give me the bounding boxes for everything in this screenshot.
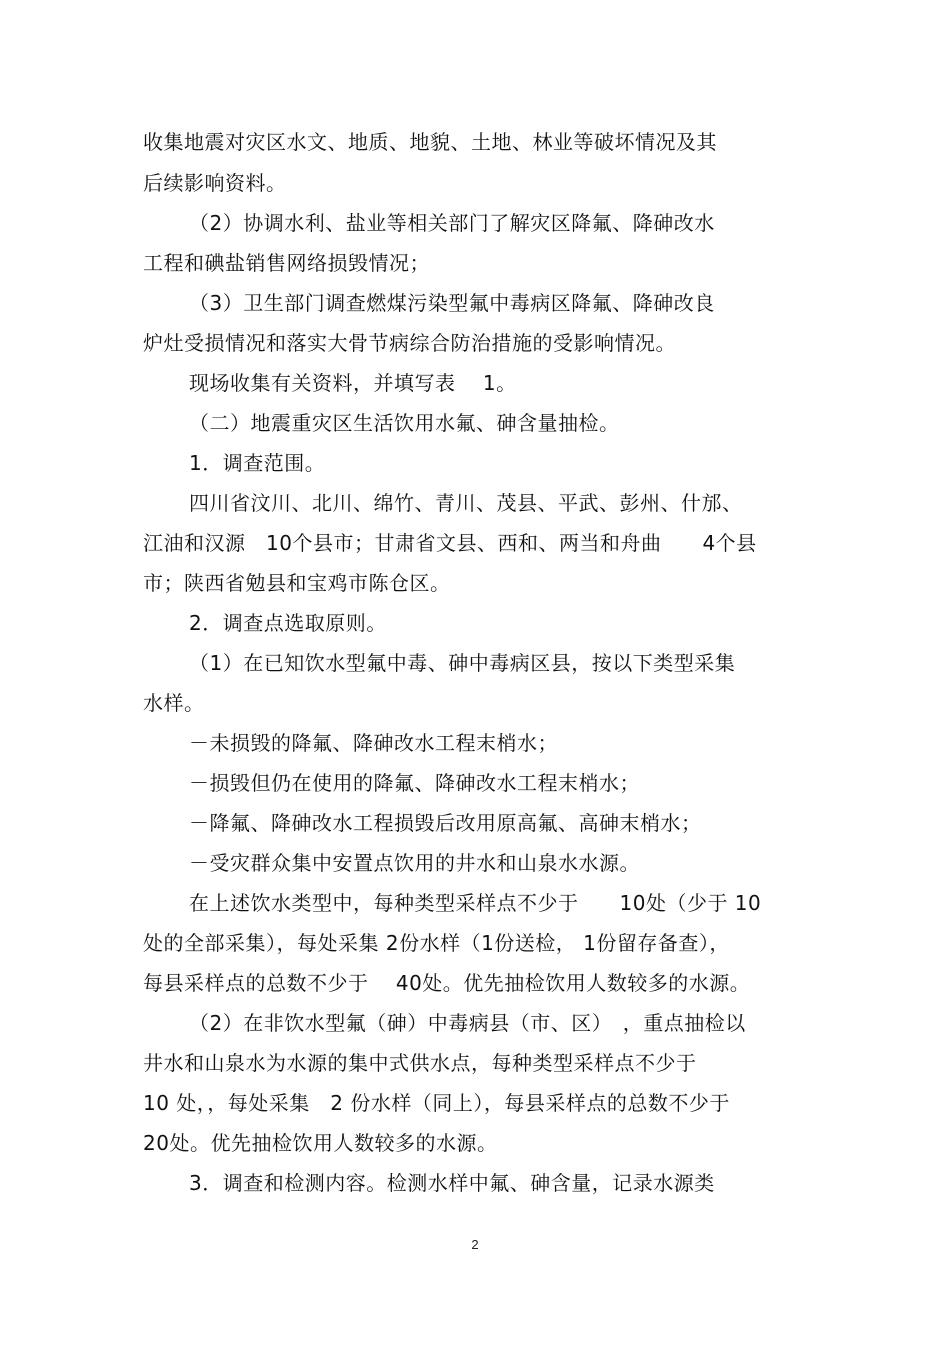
text-line: 现场收集有关资料，并填写表 1。	[189, 371, 517, 395]
text-line: 井水和山泉水为水源的集中式供水点，每种类型采样点不少于	[143, 1051, 697, 1075]
text-line: －受灾群众集中安置点饮用的井水和山泉水水源。	[189, 851, 640, 875]
text-line: 炉灶受损情况和落实大骨节病综合防治措施的受影响情况。	[143, 331, 676, 355]
text-line: 工程和碘盐销售网络损毁情况；	[143, 251, 430, 275]
text-line: 江油和汉源 10个县市；甘肃省文县、西和、两当和舟曲 4个县	[143, 531, 757, 555]
text-line: 1．调查范围。	[189, 451, 326, 475]
text-line: （二）地震重灾区生活饮用水氟、砷含量抽检。	[189, 411, 620, 435]
text-line: 水样。	[143, 691, 205, 715]
text-line: －未损毁的降氟、降砷改水工程末梢水；	[189, 731, 558, 755]
text-line: 收集地震对灾区水文、地质、地貌、土地、林业等破坏情况及其	[143, 130, 717, 154]
page-number: 2	[471, 1237, 479, 1252]
text-line: 在上述饮水类型中，每种类型采样点不少于 10处（少于 10	[189, 891, 762, 915]
text-line: －损毁但仍在使用的降氟、降砷改水工程末梢水；	[189, 771, 640, 795]
text-line: （2）在非饮水型氟（砷）中毒病县（市、区） ，重点抽检以	[189, 1011, 746, 1035]
text-line: 20处。优先抽检饮用人数较多的水源。	[143, 1131, 498, 1155]
text-line: （2）协调水利、盐业等相关部门了解灾区降氟、降砷改水	[189, 211, 715, 235]
text-line: 10 处，，每处采集 2 份水样（同上），每县采样点的总数不少于	[143, 1091, 730, 1115]
text-line: （1）在已知饮水型氟中毒、砷中毒病区县，按以下类型采集	[189, 651, 736, 675]
text-line: －降氟、降砷改水工程损毁后改用原高氟、高砷末梢水；	[189, 811, 702, 835]
text-line: 后续影响资料。	[143, 171, 287, 195]
text-line: 四川省汶川、北川、绵竹、青川、茂县、平武、彭州、什邡、	[189, 491, 743, 515]
text-line: 每县采样点的总数不少于 40处。优先抽检饮用人数较多的水源。	[143, 971, 751, 995]
text-line: （3）卫生部门调查燃煤污染型氟中毒病区降氟、降砷改良	[189, 291, 715, 315]
text-line: 市；陕西省勉县和宝鸡市陈仓区。	[143, 571, 451, 595]
text-line: 2．调查点选取原则。	[189, 611, 387, 635]
text-line: 处的全部采集），每处采集 2份水样（1份送检， 1份留存备查），	[143, 931, 730, 955]
text-line: 3．调查和检测内容。检测水样中氟、砷含量，记录水源类	[189, 1171, 715, 1195]
